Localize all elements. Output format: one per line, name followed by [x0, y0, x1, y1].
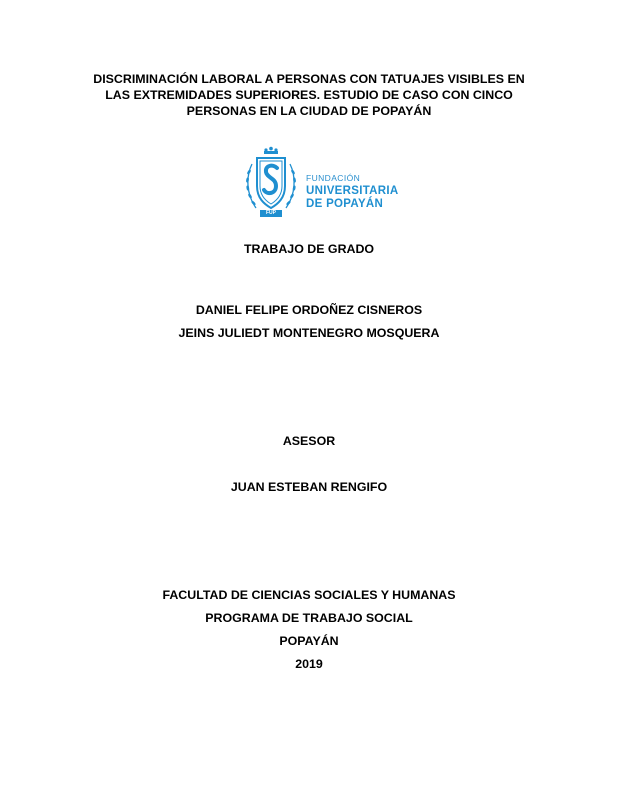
- logo-line-3: DE POPAYÁN: [306, 198, 384, 210]
- title-line-3: PERSONAS EN LA CIUDAD DE POPAYÁN: [186, 104, 432, 118]
- document-title: [60, 71, 558, 119]
- emblem-ribbon-text: FUP: [266, 210, 276, 216]
- advisor-heading: ASESOR: [282, 434, 336, 448]
- faculty: FACULTAD DE CIENCIAS SOCIALES Y HUMANAS: [162, 588, 456, 602]
- advisor-name: JUAN ESTEBAN RENGIFO: [230, 480, 388, 494]
- title-line-1: DISCRIMINACIÓN LABORAL A PERSONAS CON TATUAJES VISIBLES EN: [93, 72, 525, 86]
- degree-work-label: TRABAJO DE GRADO: [243, 242, 375, 256]
- logo-wordmark: [306, 172, 399, 211]
- author-2: JEINS JULIEDT MONTENEGRO MOSQUERA: [178, 326, 440, 340]
- city: POPAYÁN: [279, 634, 339, 648]
- title-line-2: LAS EXTREMIDADES SUPERIORES. ESTUDIO DE CASO CON CINCO: [105, 88, 513, 102]
- year: 2019: [295, 657, 323, 671]
- author-1: DANIEL FELIPE ORDOÑEZ CISNEROS: [195, 303, 423, 317]
- logo-line-2: UNIVERSITARIA: [306, 185, 399, 197]
- logo-line-1: FUNDACIÓN: [306, 173, 361, 183]
- program: PROGRAMA DE TRABAJO SOCIAL: [205, 611, 413, 625]
